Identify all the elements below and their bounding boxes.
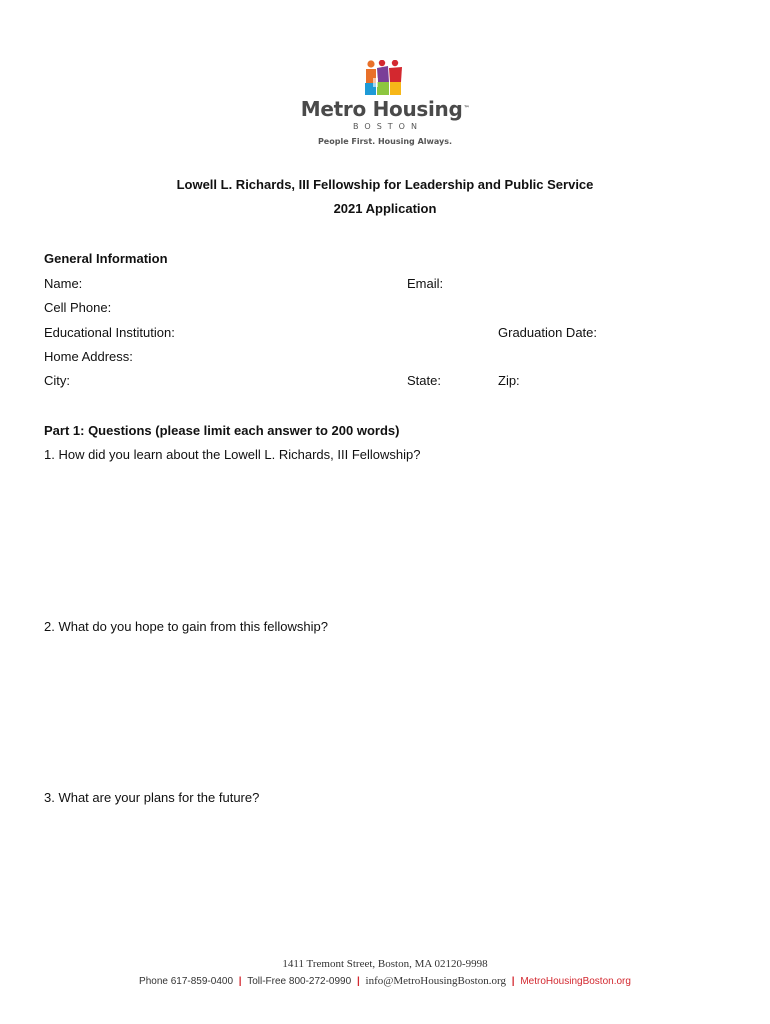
- email-label: Email:: [407, 276, 444, 291]
- footer-separator: |: [511, 976, 515, 987]
- name-label: Name:: [44, 276, 83, 291]
- logo-city: BOSTON: [353, 122, 423, 131]
- zip-label: Zip:: [498, 373, 520, 388]
- fellowship-title: Lowell L. Richards, III Fellowship for Leadership and Public Service: [176, 177, 594, 192]
- part-1-heading: Part 1: Questions (please limit each answer to 200 words): [44, 423, 400, 438]
- application-year-title: 2021 Application: [333, 201, 437, 216]
- city-label: City:: [44, 373, 70, 388]
- people-figures-icon: [362, 60, 408, 96]
- state-label: State:: [407, 373, 441, 388]
- home-address-label: Home Address:: [44, 349, 133, 364]
- logo-tagline: People First. Housing Always.: [317, 137, 453, 146]
- cell-phone-label: Cell Phone:: [44, 300, 112, 315]
- general-information-heading: General Information: [44, 251, 168, 266]
- footer-tollfree: Toll-Free 800-272-0990: [247, 976, 352, 987]
- educational-institution-label: Educational Institution:: [44, 325, 175, 340]
- logo-brand-name: Metro Housing™: [300, 97, 470, 121]
- question-1: 1. How did you learn about the Lowell L. Richards, III Fellowship?: [44, 447, 421, 462]
- metro-housing-logo: [0, 60, 770, 146]
- footer-separator: |: [356, 976, 360, 987]
- graduation-date-label: Graduation Date:: [498, 325, 598, 340]
- footer-contact: [0, 975, 770, 987]
- question-2: 2. What do you hope to gain from this fellowship?: [44, 619, 328, 634]
- footer-email: info@MetroHousingBoston.org: [365, 975, 506, 987]
- question-3: 3. What are your plans for the future?: [44, 790, 260, 805]
- footer-website: MetroHousingBoston.org: [520, 976, 631, 987]
- footer-phone: Phone 617-859-0400: [139, 976, 234, 987]
- footer-separator: |: [238, 976, 242, 987]
- footer-address: 1411 Tremont Street, Boston, MA 02120-9998: [282, 958, 488, 970]
